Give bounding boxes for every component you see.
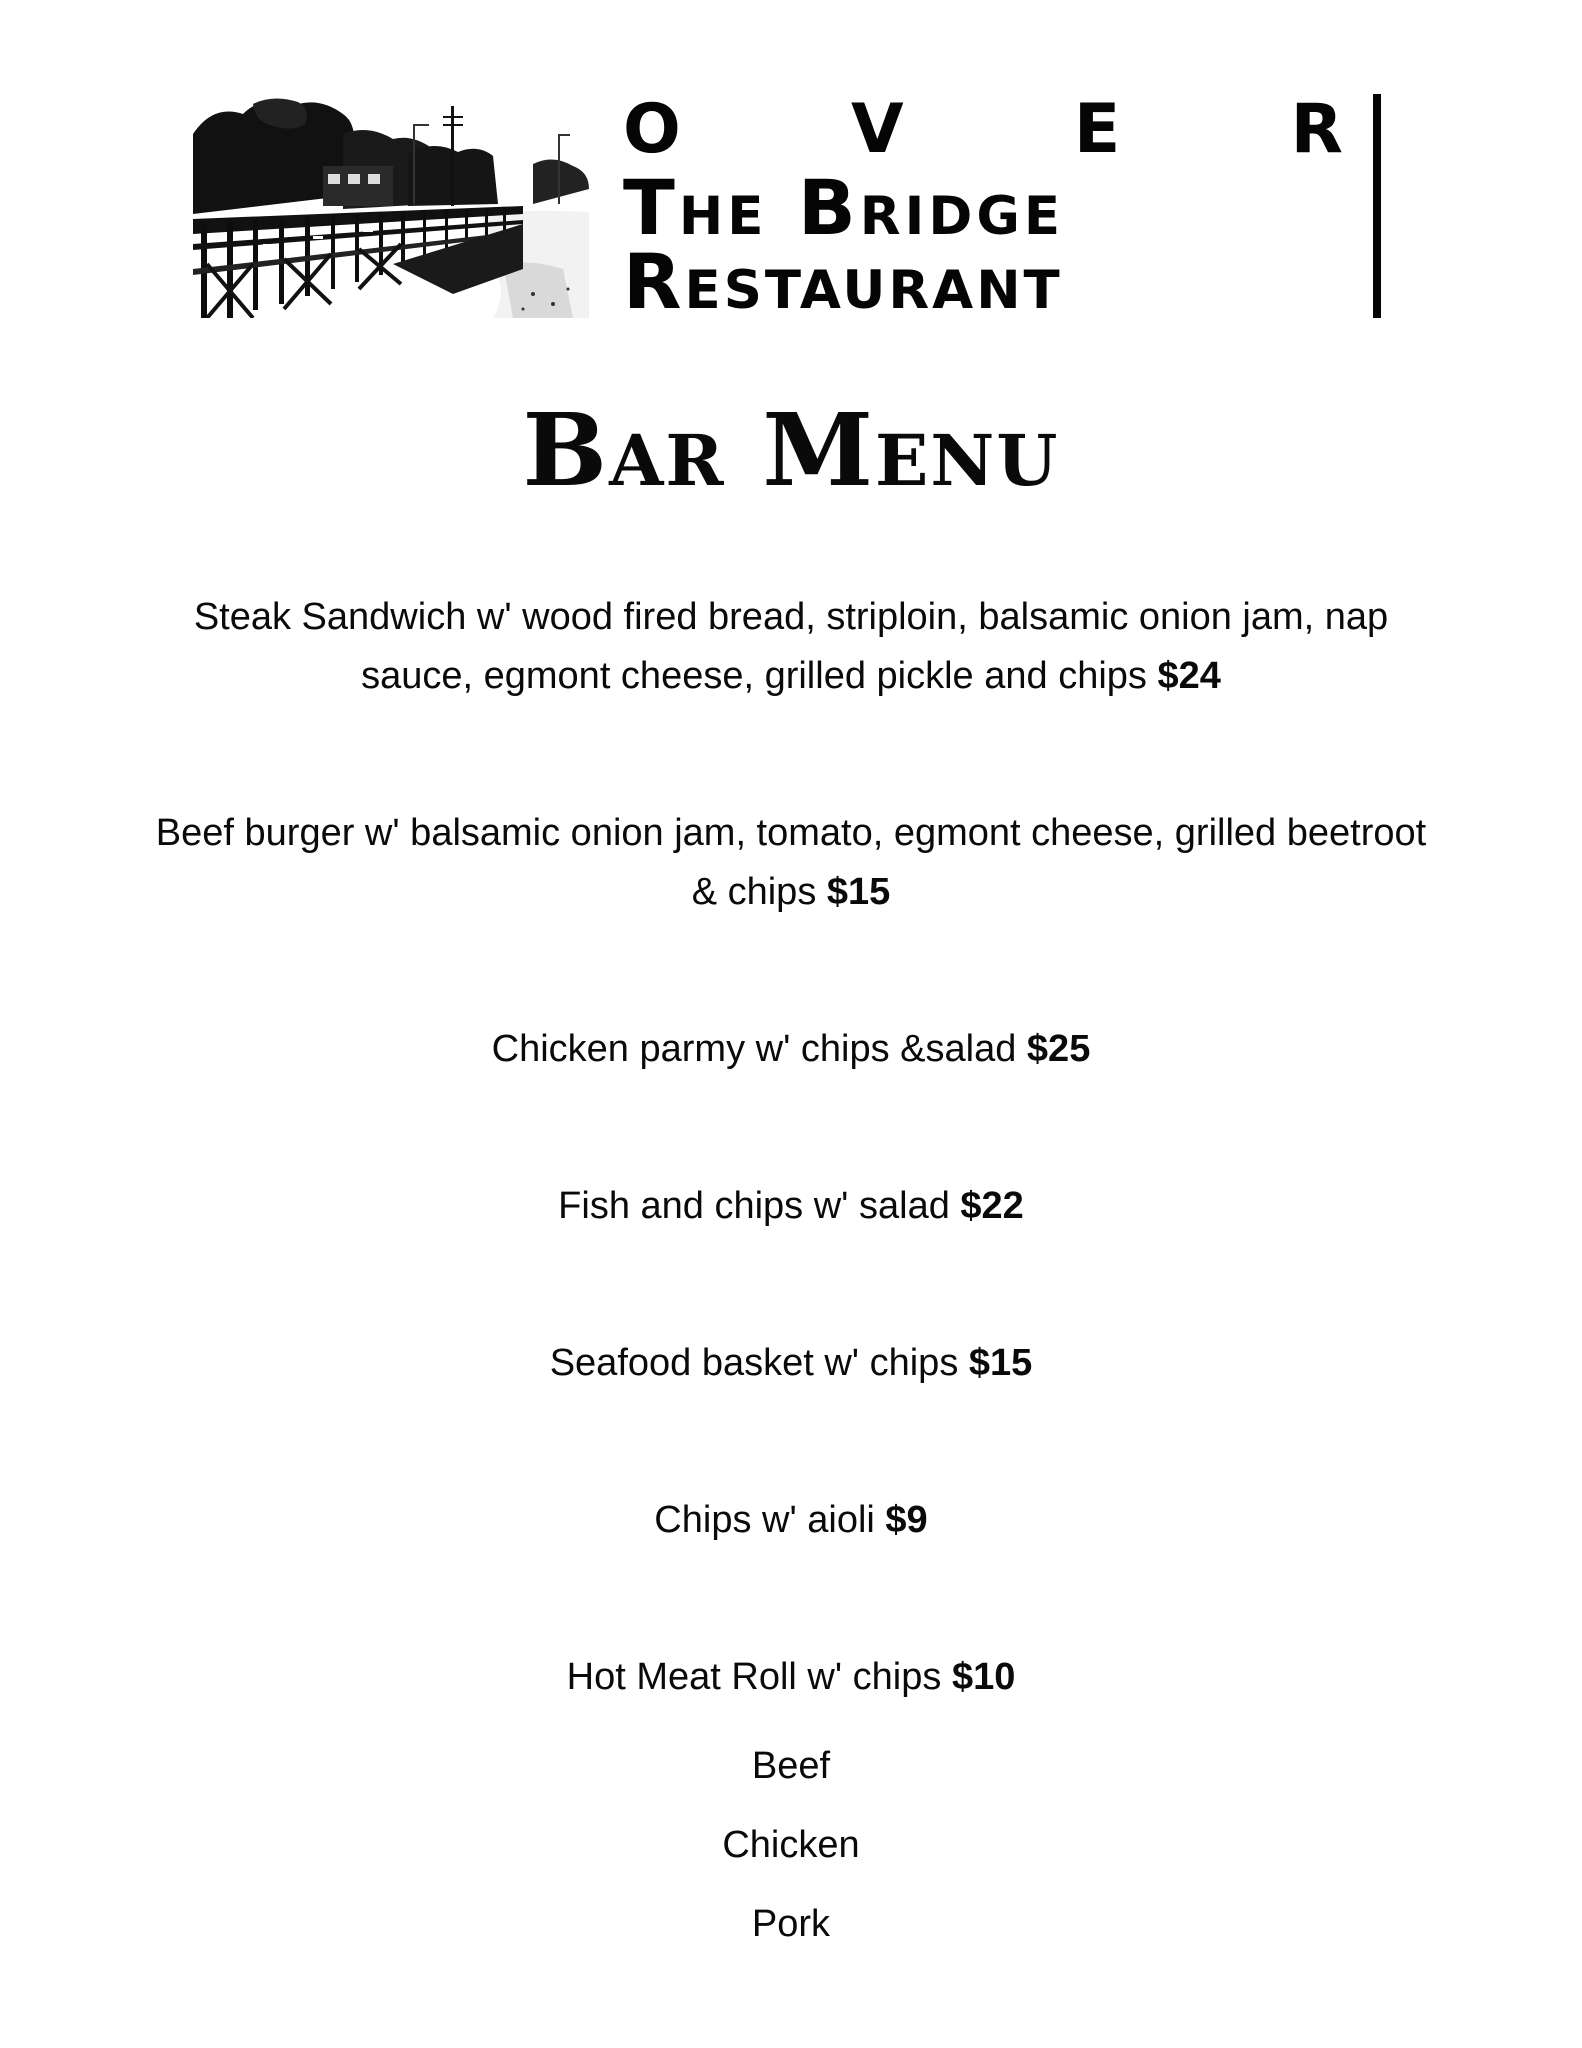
menu-item	[150, 804, 1432, 922]
item-description: Hot Meat Roll w' chips	[566, 1656, 942, 1698]
logo-letter: V	[851, 90, 904, 169]
item-price: $9	[885, 1499, 928, 1541]
menu-item	[150, 1648, 1432, 1707]
menu-item	[150, 1491, 1432, 1550]
menu-item	[150, 1334, 1432, 1393]
menu-item	[150, 588, 1432, 706]
item-price: $25	[1026, 1028, 1091, 1070]
item-description: Chicken parmy w' chips &salad	[491, 1028, 1017, 1070]
item-price: $10	[951, 1656, 1016, 1698]
logo-letter: O	[623, 90, 681, 169]
logo-over	[623, 90, 1343, 169]
item-description: Fish and chips w' salad	[558, 1185, 950, 1227]
page-title: Bar Menu	[522, 391, 1060, 509]
restaurant-header	[193, 90, 1383, 326]
menu-item	[150, 1020, 1432, 1079]
logo-letter: E	[1073, 90, 1121, 169]
logo-divider	[1373, 94, 1381, 318]
meat-option: Chicken	[722, 1824, 860, 1866]
meat-option: Pork	[751, 1903, 831, 1945]
item-description: Beef burger w' balsamic onion jam, tomato, egmont cheese, grilled beetroot & chips	[155, 812, 1427, 913]
meat-option: Beef	[751, 1745, 831, 1787]
logo-the-bridge: The Bridge	[623, 163, 1065, 252]
item-price: $22	[960, 1185, 1024, 1227]
restaurant-logo-text	[623, 90, 1343, 326]
item-description: Chips w' aioli	[654, 1499, 875, 1541]
item-price: $24	[1157, 655, 1221, 697]
logo-restaurant: Restaurant	[623, 237, 1063, 326]
meat-options	[150, 1727, 1432, 1964]
menu-list	[150, 588, 1432, 1964]
item-description: Seafood basket w' chips	[549, 1342, 959, 1384]
menu-item	[150, 1177, 1432, 1236]
item-price: $15	[968, 1342, 1033, 1384]
item-description: Steak Sandwich w' wood fired bread, striploin, balsamic onion jam, nap sauce, egmont cheese, grilled pickle and chips	[193, 596, 1389, 697]
item-price: $15	[826, 871, 891, 913]
bridge-photo	[193, 94, 589, 318]
logo-letter: R	[1290, 90, 1343, 169]
